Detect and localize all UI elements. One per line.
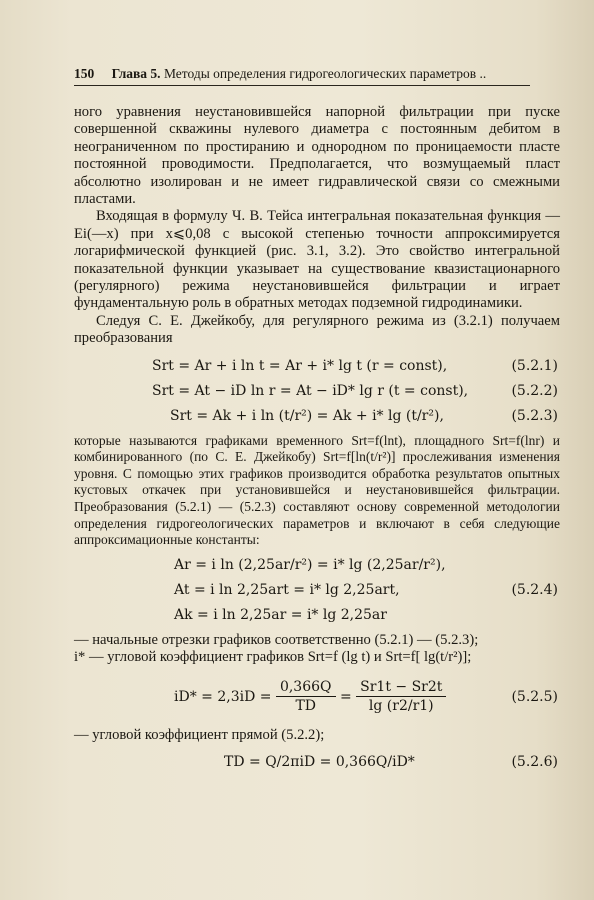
equation-5-2-5-lhs: iD* = 2,3iD = — [174, 688, 272, 705]
equation-5-2-6 — [74, 750, 560, 775]
equation-5-2-4-ak: Ak = i ln 2,25ar = i* lg 2,25ar — [174, 606, 387, 623]
equation-5-2-4-line-1 — [74, 553, 560, 578]
equation-5-2-4-ar: Ar = i ln (2,25ar/r²) = i* lg (2,25ar/r²), — [174, 556, 446, 573]
equation-5-2-2-number: (5.2.2) — [511, 382, 558, 399]
equation-5-2-1-number: (5.2.1) — [511, 357, 558, 374]
equation-5-2-5 — [74, 671, 560, 723]
paragraph-1: ного уравнения неустановившейся напорной фильтрации при пуске совершенной скважины нулевого диаметра с постоянным дебитом в неограниченном по простиранию и однородном по проницаемости пласте постоянной проводимости. Предполагается, что возмущаемый пласт абсолютно изолирован и не имеет гидравлической связи со смежными пластами. — [74, 104, 560, 208]
paragraph-2: Входящая в формулу Ч. В. Тейса интегральная показательная функция — Ei(—x) при x⩽0,08 с высокой степенью точности аппроксимируется логарифмической функцией (рис. 3.1, 3.2). Это свойство интегральной показательной функции указывает на существование квазистационарного (регулярного) режима неустановившейся фильтрации и играет фундаментальную роль в обратных методах подземной гидродинамики. — [74, 208, 560, 312]
paragraph-3: Следуя С. Е. Джейкобу, для регулярного режима из (3.2.1) получаем преобразования — [74, 312, 560, 347]
equation-5-2-1-formula: Srt = Ar + i ln t = Ar + i* lg t (r = const), — [152, 357, 448, 374]
paragraph-5b: i* — угловой коэффициент графиков Srt=f (lg t) и Srt=f[ lg(t/r²)]; — [74, 649, 472, 666]
chapter-title: Методы определения гидрогеологических параметров .. — [163, 66, 487, 81]
paragraph-4: которые называются графиками временного Srt=f(lnt), площадного Srt=f(lnr) и комбинированного (по С. Е. Джейкобу) Srt=f[ln(t/r²)] прослеживания изменения уровня. С помощью этих графиков производится обработка результатов опытных кустовых откачек при установившейся и неустановившейся фильтрации. Преобразования (5.2.1) — (5.2.3) составляют основу современной методологии определения гидрогеологических параметров и включают в себя следующие аппроксимационные константы: — [74, 432, 560, 548]
fraction-q-over-t — [276, 678, 336, 715]
equation-5-2-2-formula: Srt = At − iD ln r = At − iD* lg r (t = const), — [152, 382, 469, 399]
equation-5-2-1 — [74, 354, 560, 379]
fraction-1-denominator: TD — [295, 698, 316, 715]
page-body — [74, 104, 560, 775]
page-number: 150 — [74, 66, 95, 81]
equation-5-2-3-formula: Srt = Ak + i ln (t/r²) = Ak + i* lg (t/r²), — [170, 407, 444, 424]
equation-5-2-4-line-3 — [74, 603, 560, 628]
equation-5-2-6-formula: TD = Q/2πiD = 0,366Q/iD* — [224, 754, 415, 771]
equation-5-2-5-formula: iD* = 2,3iD = $\frac{0,366Q}{TD}$ = $\frac{Sr1t - Sr2t}{\lg (r2/r1)}$ — [174, 671, 446, 723]
fraction-drawdown-over-log — [356, 678, 446, 715]
equation-5-2-4-line-2 — [74, 578, 560, 603]
running-header — [74, 66, 530, 86]
fraction-1-numerator: 0,366Q — [276, 678, 336, 697]
equation-5-2-4-number: (5.2.4) — [511, 581, 558, 598]
equation-5-2-4-at: At = i ln 2,25art = i* lg 2,25art, — [174, 581, 400, 598]
fraction-2-denominator: lg (r2/r1) — [368, 698, 434, 715]
equation-5-2-2 — [74, 379, 560, 404]
paragraph-5a: — начальные отрезки графиков соответственно (5.2.1) — (5.2.3); — [74, 631, 479, 648]
equation-5-2-3 — [74, 404, 560, 429]
chapter-label: Глава 5. — [111, 66, 161, 81]
equation-5-2-6-number: (5.2.6) — [511, 754, 558, 771]
equation-5-2-3-number: (5.2.3) — [511, 407, 558, 424]
equation-5-2-5-number: (5.2.5) — [511, 688, 558, 705]
fraction-2-numerator: Sr1t − Sr2t — [356, 678, 446, 697]
paragraph-6: — угловой коэффициент прямой (5.2.2); — [74, 726, 325, 743]
